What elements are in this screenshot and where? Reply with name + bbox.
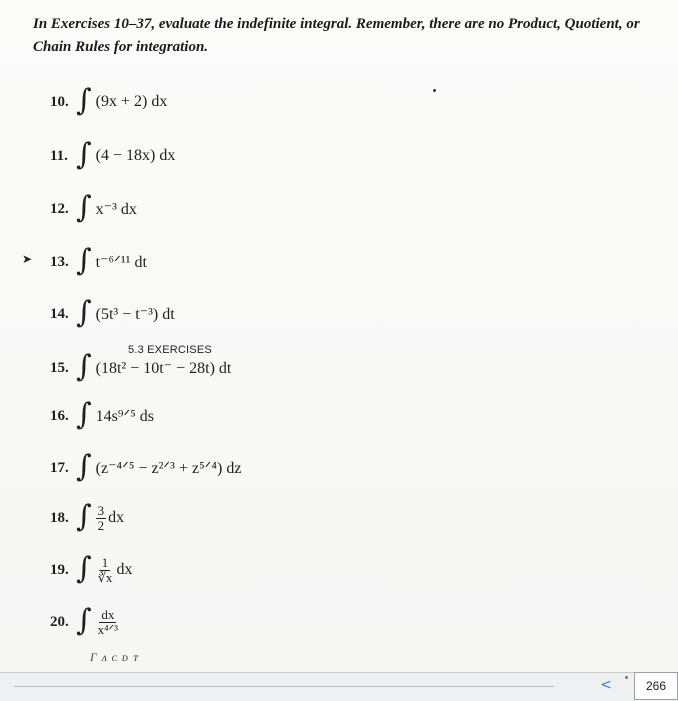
exercise-number: 12. [50,200,69,217]
integral-sign: ∫ [76,397,92,432]
fraction-denominator: 2 [97,517,105,533]
progress-track [14,686,554,687]
chevron-left-icon[interactable]: < [600,677,612,693]
exercise-expression: (18t² − 10t⁻ − 28t) dt [95,360,232,377]
integral-sign: ∫ [76,603,92,638]
exercise-18 [50,498,124,538]
fraction [96,556,115,585]
exercise-expression: 14s⁹ᐟ⁵ ds [95,408,155,425]
fraction-numerator: 1 [101,554,109,570]
indicator-dot [625,676,628,679]
integral-sign: ∫ [76,137,92,172]
exercise-11 [50,136,175,176]
cutoff-text: Γ ᴧ ᴄ ᴅ ᴛ [90,650,139,664]
integral-sign: ∫ [76,190,92,225]
integral-sign: ∫ [76,449,92,484]
exercise-number: 11. [50,147,68,164]
page-number-field[interactable]: 266 [634,672,678,700]
fraction [96,608,120,637]
exercise-17 [50,448,241,488]
instructions-text: In Exercises 10–37, evaluate the indefinite integral. Remember, there are no Product, Quotient, or Chain Rules for integration. [33,16,640,55]
exercise-expression: x⁻³ dx [95,201,137,218]
exercise-20 [50,602,122,642]
exercise-12 [50,189,137,229]
arrow-marker-icon: ➤ [22,252,33,266]
integral-sign: ∫ [76,499,92,534]
exercise-number: 18. [50,509,69,526]
exercise-expression: (5t³ − t⁻³) dt [95,306,175,323]
exercise-number: 10. [50,93,69,110]
exercise-16 [50,396,154,436]
exercise-19 [50,550,132,590]
exercise-number: 17. [50,459,69,476]
exercise-expression: dx [116,561,133,578]
exercise-number: 19. [50,561,69,578]
exercise-number: 14. [50,305,69,322]
fraction-denominator: ∛x [97,569,113,585]
exercise-number: 20. [50,613,69,630]
integral-sign: ∫ [76,295,92,330]
exercise-10 [50,82,167,122]
exercise-14 [50,294,175,334]
integral-sign: ∫ [76,551,92,586]
fraction-numerator: 3 [97,502,105,518]
integral-sign: ∫ [76,243,92,278]
exercise-expression: dx [108,509,125,526]
exercise-number: 15. [50,359,69,376]
fraction-denominator: x⁴ᐟ³ [97,621,119,637]
fraction [96,504,107,533]
exercise-number: 16. [50,407,69,424]
exercise-expression: (4 − 18x) dx [95,147,176,164]
speck-dot [433,89,436,92]
exercise-expression: (9x + 2) dx [95,93,168,110]
exercise-number: 13. [50,253,69,270]
exercise-expression: t⁻⁶ᐟ¹¹ dt [95,254,147,271]
integral-sign: ∫ [76,349,92,384]
integral-sign: ∫ [76,83,92,118]
fraction-numerator: dx [101,606,115,622]
exercise-13 [50,242,147,282]
section-overlay-label: 5.3 EXERCISES [128,344,212,356]
exercise-expression: (z⁻⁴ᐟ⁵ − z²ᐟ³ + z⁵ᐟ⁴) dz [95,460,242,477]
